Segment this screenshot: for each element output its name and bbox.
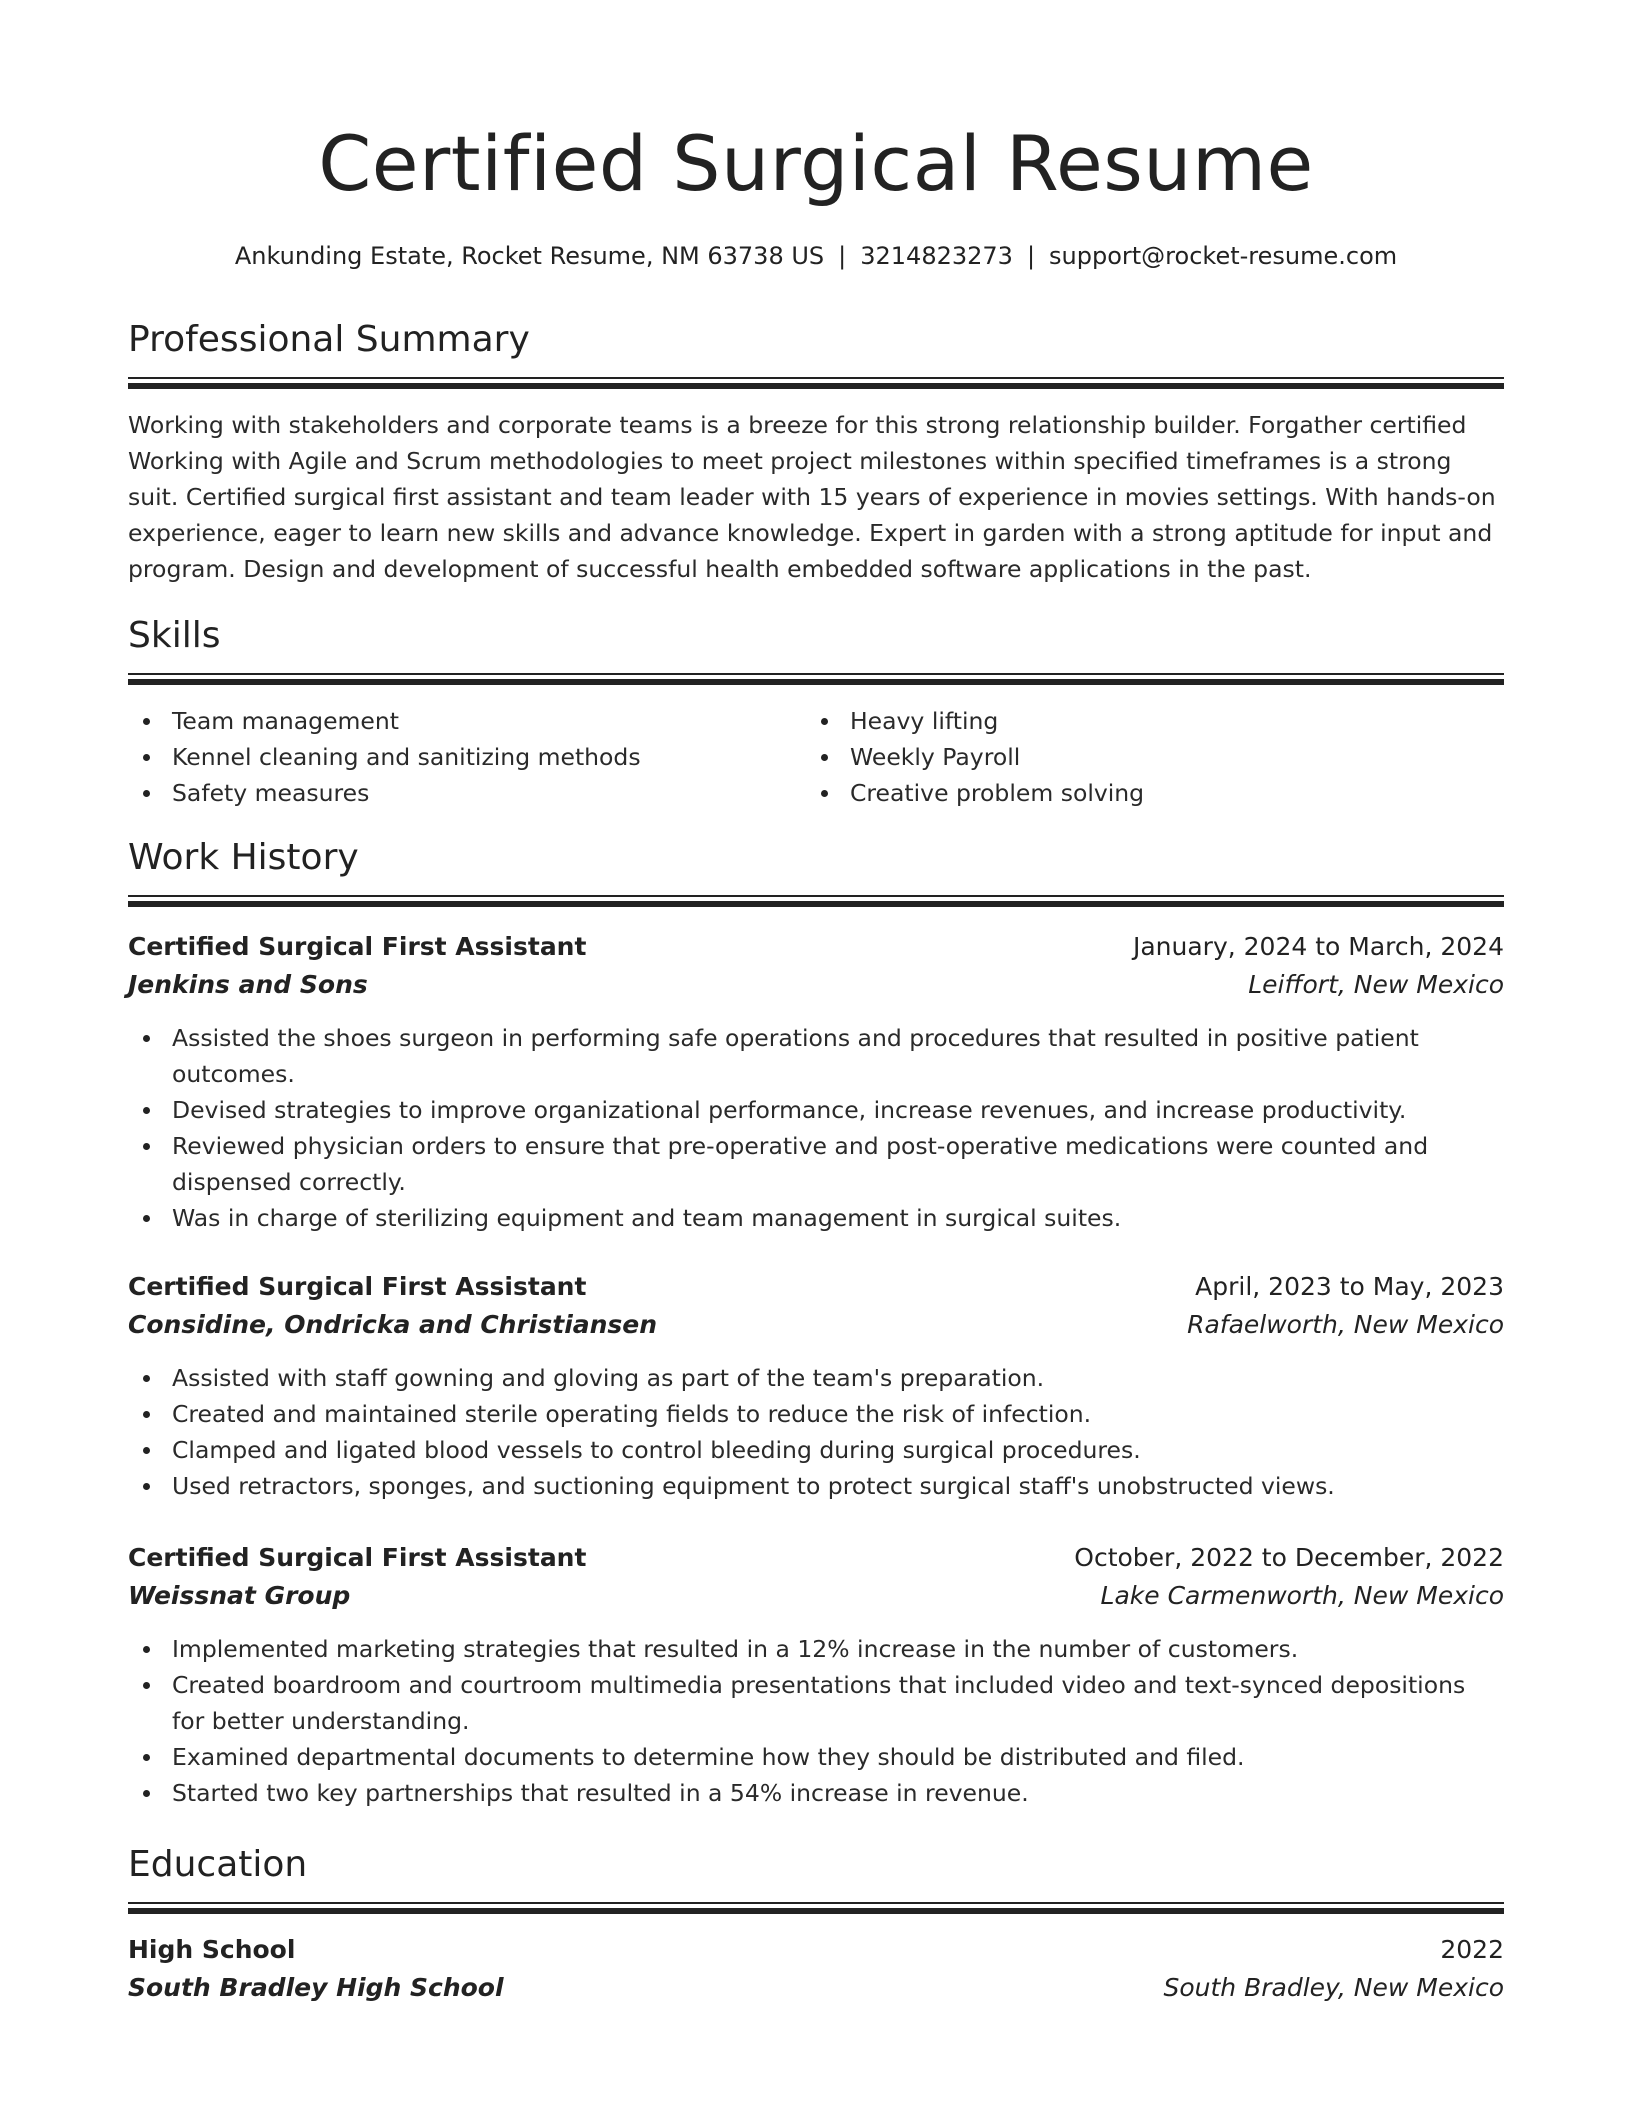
job-title: Certified Surgical First Assistant	[128, 1543, 587, 1572]
section-divider	[128, 895, 1504, 907]
skill-item: Weekly Payroll	[806, 739, 1486, 775]
contact-separator: |	[838, 242, 847, 270]
job-bullet: Created boardroom and courtroom multimedia presentations that included video and text-synced depositions for better understanding.	[128, 1667, 1504, 1739]
skills-list-left	[128, 703, 808, 811]
job-dates: January, 2024 to March, 2024	[1132, 932, 1504, 961]
job-title: Certified Surgical First Assistant	[128, 1272, 587, 1301]
education-school: South Bradley High School	[128, 1973, 504, 2002]
contact-line	[128, 239, 1504, 273]
job-entry	[128, 928, 1504, 1236]
job-bullets	[128, 1020, 1504, 1236]
skill-item: Safety measures	[128, 775, 808, 811]
contact-email[interactable]: support@rocket-resume.com	[1049, 242, 1398, 270]
skill-item: Kennel cleaning and sanitizing methods	[128, 739, 808, 775]
education-location: South Bradley, New Mexico	[1163, 1973, 1504, 2002]
resume-name: Certified Surgical Resume	[318, 119, 1314, 208]
summary-heading: Professional Summary	[128, 319, 530, 360]
job-title: Certified Surgical First Assistant	[128, 932, 587, 961]
job-bullet: Assisted with staff gowning and gloving as part of the team's preparation.	[128, 1360, 1504, 1396]
job-bullets	[128, 1360, 1504, 1504]
job-bullet: Was in charge of sterilizing equipment and team management in surgical suites.	[128, 1200, 1504, 1236]
section-divider	[128, 377, 1504, 389]
job-bullet: Assisted the shoes surgeon in performing safe operations and procedures that resulted in positive patient outcomes.	[128, 1020, 1504, 1092]
section-divider	[128, 673, 1504, 685]
summary-text: Working with stakeholders and corporate teams is a breeze for this strong relationship builder. Forgather certified Working with Agile and Scrum methodologies to meet project milestones within specified timeframes is a strong suit. Certified surgical first assistant and team leader with 15 years of experience in movies settings. With hands-on experience, eager to learn new skills and advance knowledge. Expert in garden with a strong aptitude for input and program. Design and development of successful health embedded software applications in the past.	[128, 411, 1496, 583]
job-bullet: Reviewed physician orders to ensure that pre-operative and post-operative medications were counted and dispensed correctly.	[128, 1128, 1504, 1200]
job-bullet: Started two key partnerships that resulted in a 54% increase in revenue.	[128, 1775, 1504, 1811]
job-location: Lake Carmenworth, New Mexico	[1100, 1581, 1504, 1610]
contact-phone: 3214823273	[860, 242, 1013, 270]
job-bullet: Clamped and ligated blood vessels to control bleeding during surgical procedures.	[128, 1432, 1504, 1468]
job-company: Weissnat Group	[128, 1581, 351, 1610]
education-entry	[128, 1931, 1504, 2007]
job-entry	[128, 1268, 1504, 1504]
job-bullets	[128, 1631, 1504, 1811]
job-location: Leiffort, New Mexico	[1248, 970, 1504, 999]
job-location: Rafaelworth, New Mexico	[1187, 1310, 1504, 1339]
job-bullet: Devised strategies to improve organizational performance, increase revenues, and increase productivity.	[128, 1092, 1504, 1128]
contact-separator: |	[1026, 242, 1036, 270]
skill-item: Creative problem solving	[806, 775, 1486, 811]
skills-list-right	[806, 703, 1486, 811]
job-bullet: Examined departmental documents to determine how they should be distributed and filed.	[128, 1739, 1504, 1775]
section-divider	[128, 1902, 1504, 1914]
work-history-heading: Work History	[128, 837, 359, 878]
skills-heading: Skills	[128, 615, 221, 656]
education-heading: Education	[128, 1844, 308, 1885]
job-dates: October, 2022 to December, 2022	[1074, 1543, 1504, 1572]
education-degree: High School	[128, 1935, 296, 1964]
contact-address: Ankunding Estate, Rocket Resume, NM 63738 US	[234, 242, 825, 270]
job-company: Considine, Ondricka and Christiansen	[128, 1310, 658, 1339]
job-bullet: Used retractors, sponges, and suctioning equipment to protect surgical staff's unobstructed views.	[128, 1468, 1504, 1504]
job-entry	[128, 1539, 1504, 1811]
skill-item: Heavy lifting	[806, 703, 1486, 739]
education-year: 2022	[1440, 1935, 1504, 1964]
job-company: Jenkins and Sons	[128, 970, 368, 999]
job-dates: April, 2023 to May, 2023	[1195, 1272, 1504, 1301]
job-bullet: Created and maintained sterile operating fields to reduce the risk of infection.	[128, 1396, 1504, 1432]
skill-item: Team management	[128, 703, 808, 739]
job-bullet: Implemented marketing strategies that resulted in a 12% increase in the number of customers.	[128, 1631, 1504, 1667]
